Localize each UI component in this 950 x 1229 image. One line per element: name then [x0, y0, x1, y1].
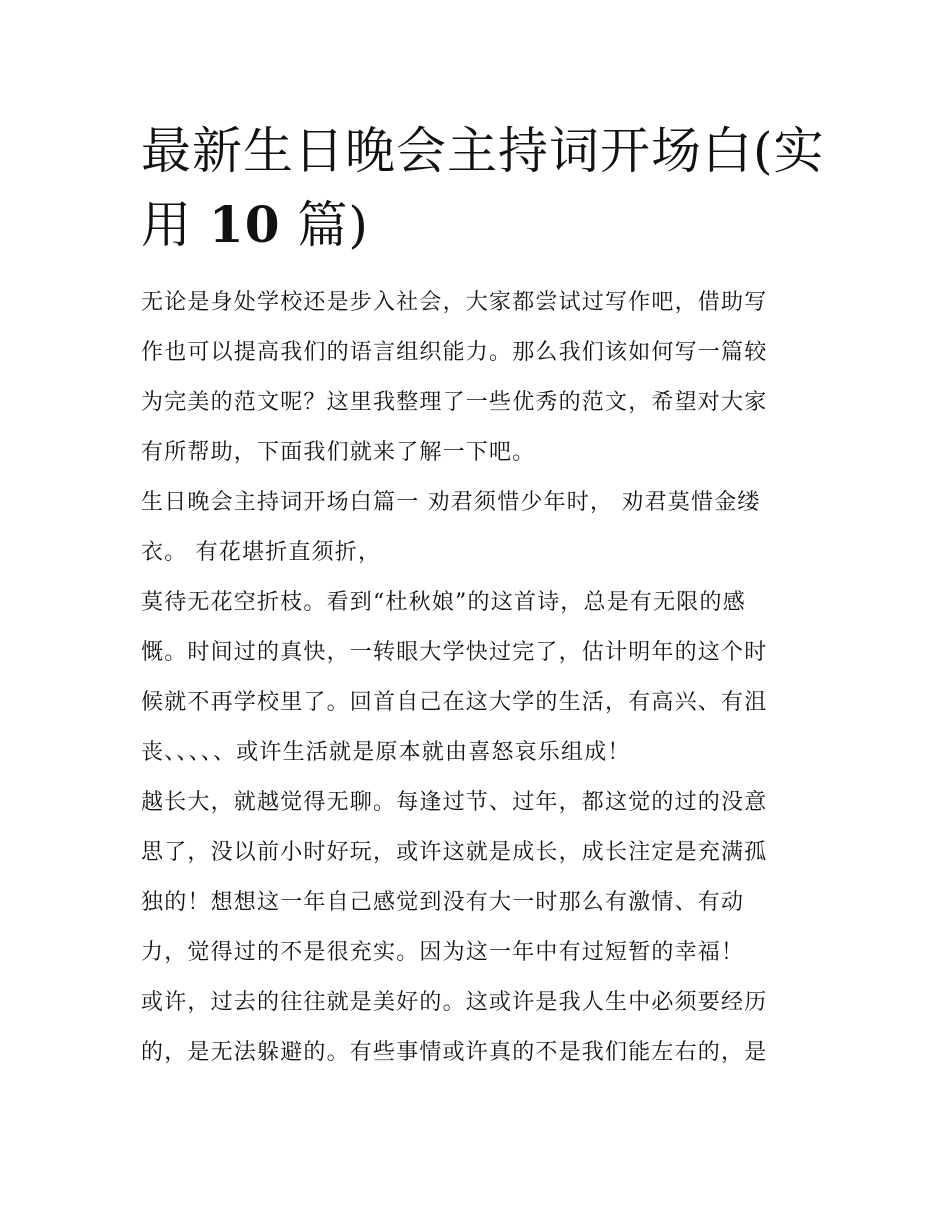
text-line: 候就不再学校里了。回首自己在这大学的生活，有高兴、有沮 [141, 690, 768, 715]
text-line: 或许，过去的往往就是美好的。这或许是我人生中必须要经历 [141, 990, 768, 1015]
text-line: 衣。 有花堪折直须折， [141, 540, 382, 565]
text-line: 为完美的范文呢？这里我整理了一些优秀的范文，希望对大家 [141, 390, 768, 415]
text-line: 越长大，就越觉得无聊。每逢过节、过年，都这觉的过的没意 [141, 790, 768, 815]
text-line: 慨。时间过的真快，一转眼大学快过完了，估计明年的这个时 [141, 640, 768, 665]
document-body [141, 278, 813, 1078]
text-line: 有所帮助，下面我们就来了解一下吧。 [141, 440, 536, 465]
paragraph-perhaps [141, 978, 813, 1078]
title-text-3: 篇) [297, 196, 369, 254]
text-line: 的，是无法躲避的。有些事情或许真的不是我们能左右的，是 [141, 1040, 768, 1065]
text-line: 作也可以提高我们的语言组织能力。那么我们该如何写一篇较 [141, 340, 768, 365]
title-text-2: 用 [141, 196, 192, 254]
paragraph-section-one-heading [141, 478, 813, 578]
text-line: 生日晚会主持词开场白篇一 劝君须惜少年时， 劝君莫惜金缕 [141, 490, 761, 515]
text-line: 无论是身处学校还是步入社会，大家都尝试过写作吧，借助写 [141, 290, 768, 315]
text-line: 莫待无花空折枝。看到“杜秋娘”的这首诗，总是有无限的感 [141, 590, 746, 615]
paragraph-growing-up [141, 778, 813, 978]
text-line: 独的！想想这一年自己感觉到没有大一时那么有激情、有动 [141, 890, 745, 915]
document-title [141, 114, 831, 262]
paragraph-poem-reflection [141, 578, 813, 778]
text-line: 思了，没以前小时好玩，或许这就是成长，成长注定是充满孤 [141, 840, 768, 865]
title-number: 10 [208, 195, 281, 254]
text-line: 力，觉得过的不是很充实。因为这一年中有过短暂的幸福！ [141, 940, 745, 965]
text-line: 丧、、、、、或许生活就是原本就由喜怒哀乐组成！ [141, 740, 631, 765]
title-text-1: 最新生日晚会主持词开场白(实 [141, 122, 825, 180]
paragraph-intro [141, 278, 813, 478]
